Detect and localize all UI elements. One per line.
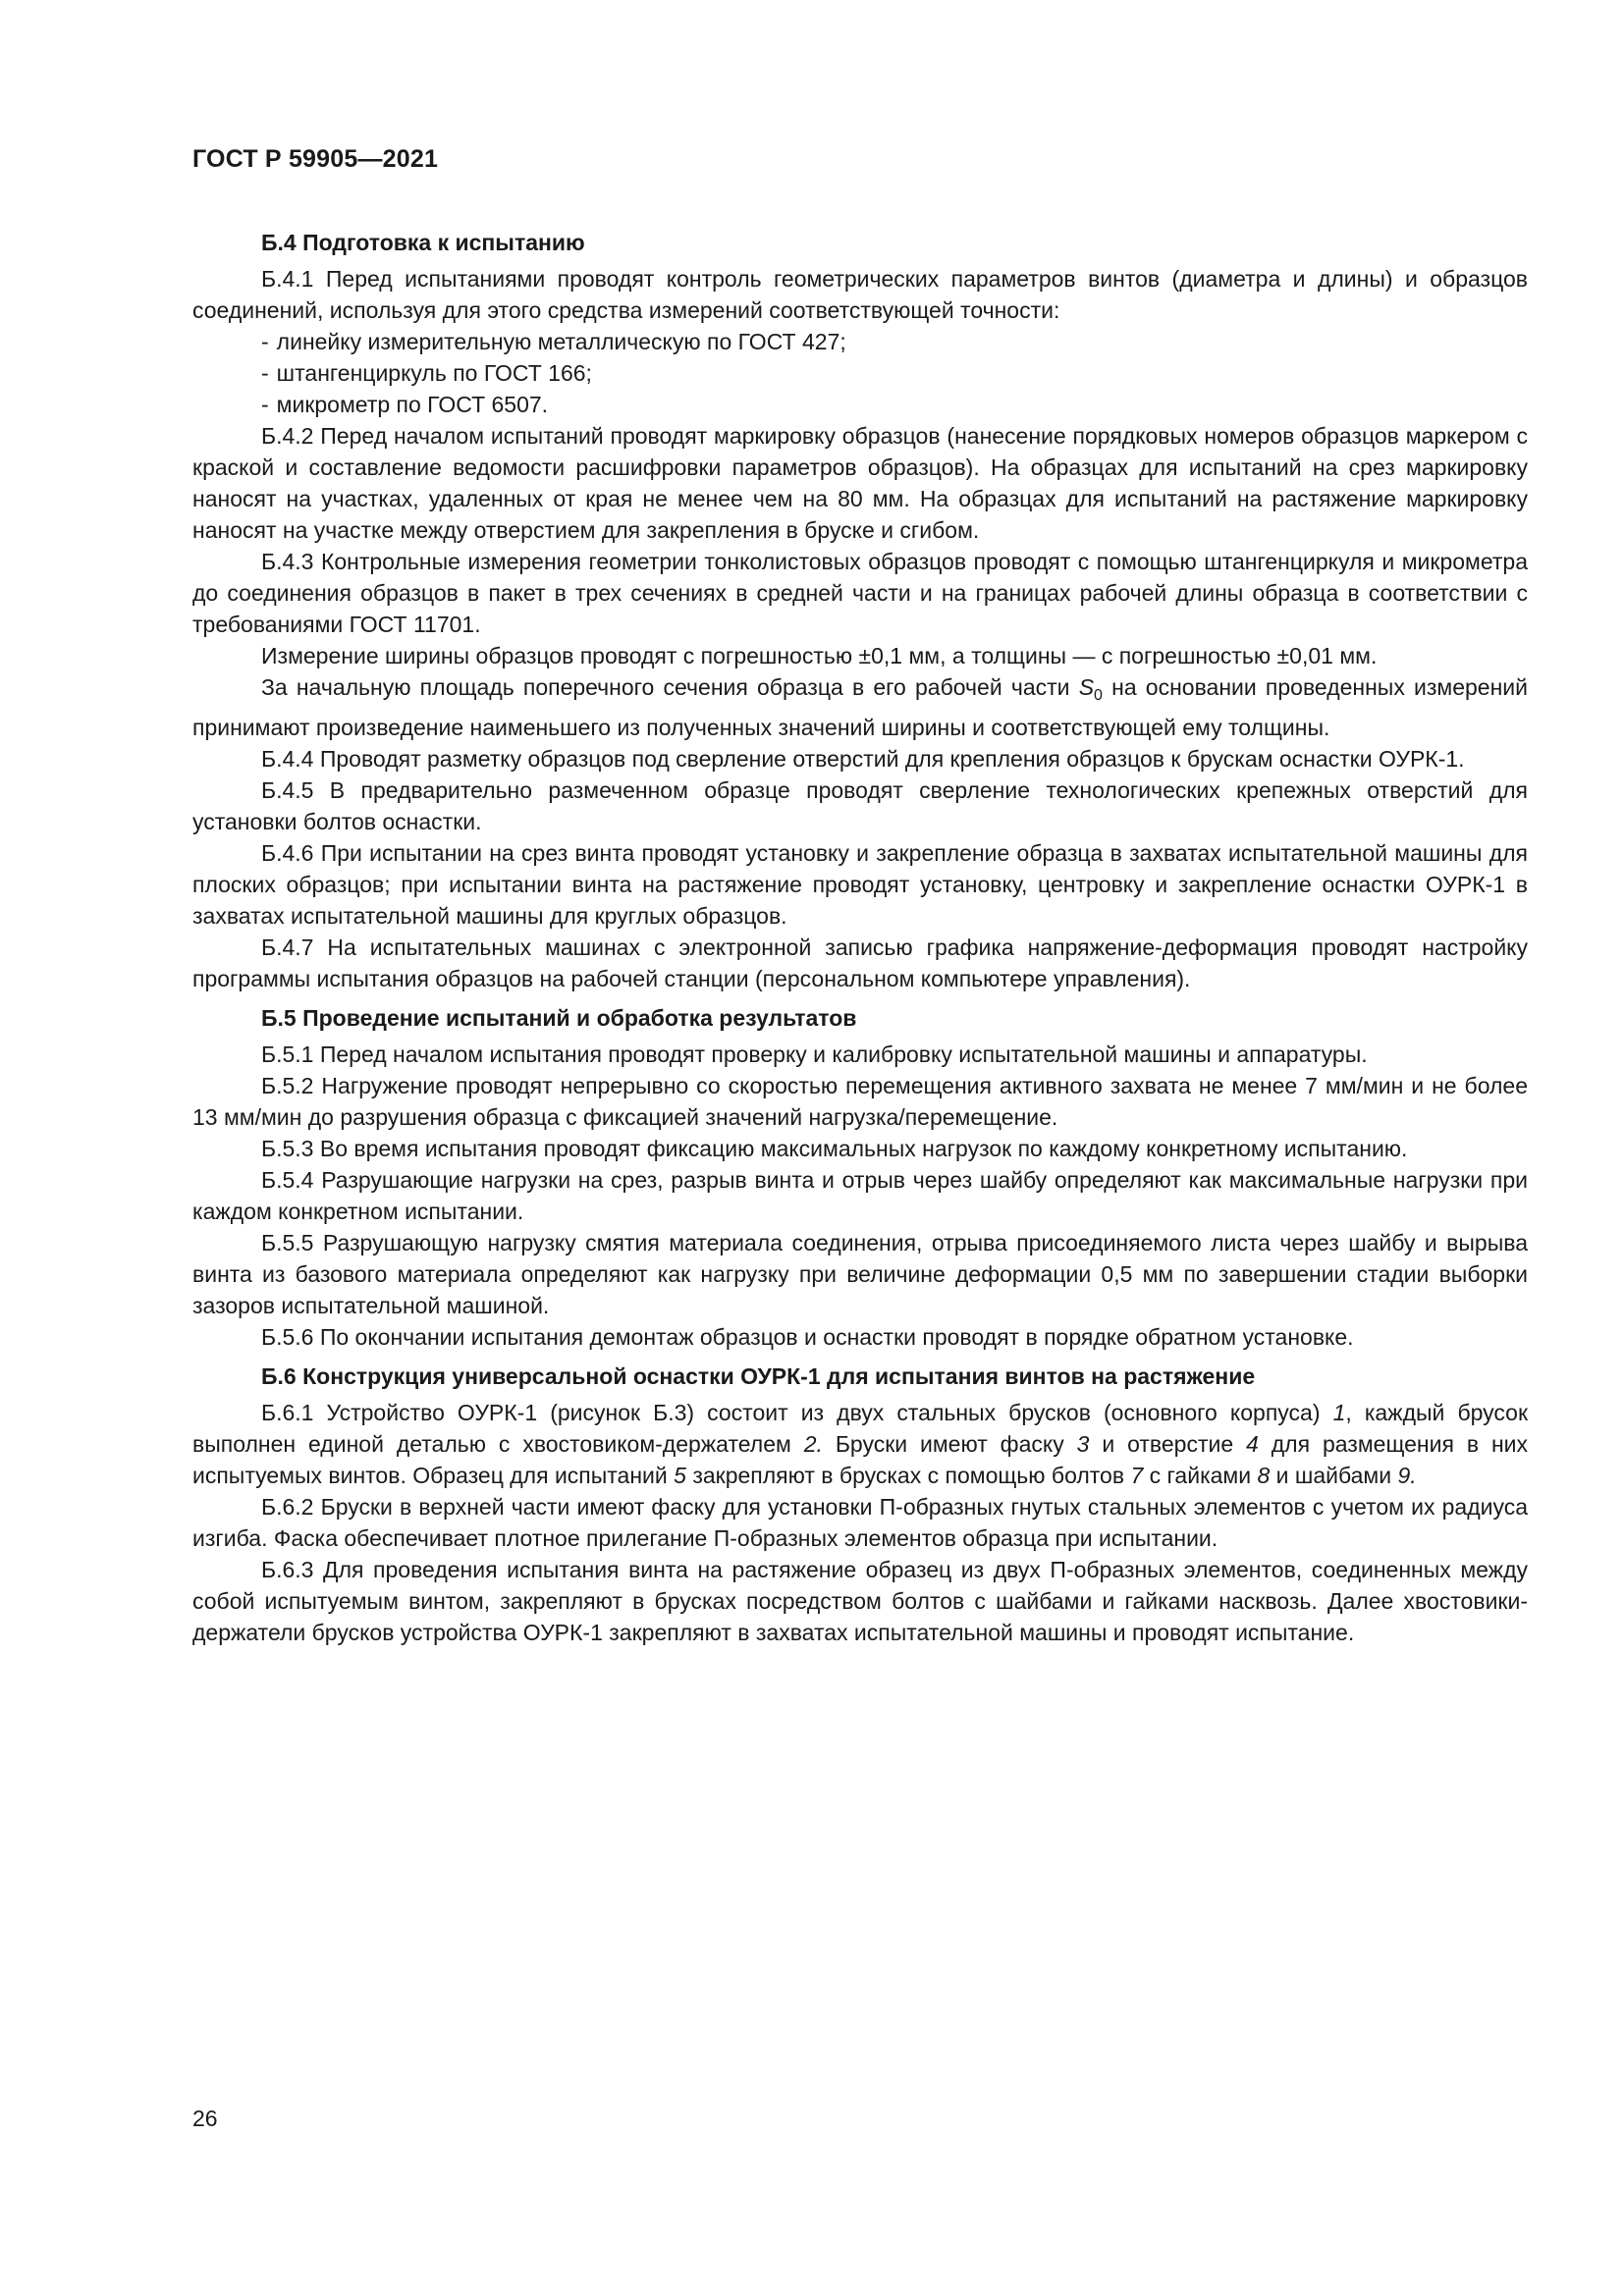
- text-run: , каждый брусок выполнен единой деталью с хвостовиком-держателем: [192, 1400, 1529, 1457]
- section-heading: Б.4 Подготовка к испытанию: [261, 230, 585, 255]
- reference-number: 8: [1257, 1463, 1271, 1488]
- section-b5: [192, 1002, 1528, 1353]
- paragraph-b6-1: [192, 1397, 1528, 1491]
- section-b4: [192, 227, 1528, 994]
- symbol-s: S: [1078, 674, 1095, 700]
- paragraph-b5-5: Б.5.5 Разрушающую нагрузку смятия материала соединения, отрыва присоединяемого листа через шайбу и вырыва винта из базового материала определяют как нагрузку при величине деформации 0,5 мм по завершении стадии выборки зазоров испытательной машиной.: [192, 1230, 1528, 1318]
- reference-number: 7: [1130, 1463, 1144, 1488]
- paragraph-b4-5: Б.4.5 В предварительно размеченном образце проводят сверление технологических крепежных отверстий для установки болтов оснастки.: [192, 777, 1528, 834]
- reference-number: 9.: [1397, 1463, 1417, 1488]
- reference-number: 3: [1076, 1431, 1090, 1457]
- paragraph-b4-3-measurement: Измерение ширины образцов проводят с погрешностью ±0,1 мм, а толщины — с погрешностью ±0,01 мм.: [261, 643, 1378, 668]
- section-b6: [192, 1361, 1528, 1648]
- text-run: и шайбами: [1270, 1463, 1398, 1488]
- paragraph-b6-2: Б.6.2 Бруски в верхней части имеют фаску для установки П-образных гнутых стальных элементов с учетом их радиуса изгиба. Фаска обеспечивает плотное прилегание П-образных элементов образца при испытании.: [192, 1494, 1528, 1551]
- section-heading: Б.5 Проведение испытаний и обработка результатов: [261, 1005, 857, 1031]
- text-run: с гайками: [1143, 1463, 1258, 1488]
- text-run: Бруски имеют фаску: [822, 1431, 1077, 1457]
- paragraph-b4-6: Б.4.6 При испытании на срез винта проводят установку и закрепление образца в захватах испытательной машины для плоских образцов; при испытании винта на растяжение проводят установку, центровку и закрепление оснастки ОУРК-1 в захватах испытательной машины для круглых образцов.: [192, 840, 1528, 929]
- paragraph-b4-7: Б.4.7 На испытательных машинах с электронной записью графика напряжение-деформация проводят настройку программы испытания образцов на рабочей станции (персональном компьютере управления).: [192, 934, 1528, 991]
- text-run: Б.6.1 Устройство ОУРК-1 (рисунок Б.3) состоит из двух стальных брусков (основного корпуса): [261, 1400, 1333, 1425]
- reference-number: 1: [1332, 1400, 1346, 1425]
- list-item: - микрометр по ГОСТ 6507.: [261, 392, 549, 417]
- reference-number: 4: [1246, 1431, 1259, 1457]
- list-item-text: микрометр по ГОСТ 6507.: [276, 392, 549, 417]
- page-number: 26: [192, 2106, 218, 2131]
- paragraph-b4-3-area: [192, 671, 1528, 743]
- document-page: [192, 145, 1528, 1656]
- symbol-subscript: 0: [1094, 687, 1103, 704]
- paragraph-b5-2: Б.5.2 Нагружение проводят непрерывно со скоростью перемещения активного захвата не менее 7 мм/мин и не более 13 мм/мин до разрушения образца с фиксацией значений нагрузка/перемещение.: [192, 1073, 1528, 1130]
- paragraph-b6-3: Б.6.3 Для проведения испытания винта на растяжение образец из двух П-образных элементов, соединенных между собой испытуемым винтом, закрепляют в брусках посредством болтов с шайбами и гайками насквозь. Далее хвостовики-держатели брусков устройства ОУРК-1 закрепляют в захватах испытательной машины и проводят испытание.: [192, 1557, 1528, 1645]
- text-run: на основании проведенных измерений принимают произведение наименьшего из полученных значений ширины и соответствующей ему толщины.: [192, 674, 1528, 740]
- paragraph-b5-6: Б.5.6 По окончании испытания демонтаж образцов и оснастки проводят в порядке обратном установке.: [261, 1324, 1354, 1350]
- paragraph-b4-1: Б.4.1 Перед испытаниями проводят контроль геометрических параметров винтов (диаметра и длины) и образцов соединений, используя для этого средства измерений соответствующей точности:: [192, 266, 1528, 323]
- document-header: ГОСТ Р 59905—2021: [192, 145, 439, 173]
- paragraph-b4-4: Б.4.4 Проводят разметку образцов под сверление отверстий для крепления образцов к брускам оснастки ОУРК-1.: [261, 746, 1465, 772]
- text-run: За начальную площадь поперечного сечения образца в его рабочей части: [261, 674, 1079, 700]
- paragraph-b5-4: Б.5.4 Разрушающие нагрузки на срез, разрыв винта и отрыв через шайбу определяют как максимальные нагрузки при каждом конкретном испытании.: [192, 1167, 1528, 1224]
- text-run: и отверстие: [1089, 1431, 1247, 1457]
- section-heading: Б.6 Конструкция универсальной оснастки ОУРК-1 для испытания винтов на растяжение: [261, 1363, 1256, 1389]
- reference-number: 2.: [803, 1431, 823, 1457]
- paragraph-b4-2: Б.4.2 Перед началом испытаний проводят маркировку образцов (нанесение порядковых номеров образцов маркером с краской и составление ведомости расшифровки параметров образцов). На образцах для испытаний на срез маркировку наносят на участках, удаленных от края не менее чем на 80 мм. На образцах для испытаний на растяжение маркировку наносят на участке между отверстием для закрепления в бруске и сгибом.: [192, 423, 1528, 543]
- text-run: для размещения в них испытуемых винтов. Образец для испытаний: [192, 1431, 1528, 1488]
- paragraph-b5-1: Б.5.1 Перед началом испытания проводят проверку и калибровку испытательной машины и аппаратуры.: [261, 1041, 1368, 1067]
- list-item-text: линейку измерительную металлическую по ГОСТ 427;: [276, 329, 846, 354]
- list-item: - штангенциркуль по ГОСТ 166;: [261, 360, 592, 386]
- list-item: - линейку измерительную металлическую по ГОСТ 427;: [261, 329, 846, 354]
- text-run: закрепляют в брусках с помощью болтов: [685, 1463, 1131, 1488]
- paragraph-b4-3: Б.4.3 Контрольные измерения геометрии тонколистовых образцов проводят с помощью штангенциркуля и микрометра до соединения образцов в пакет в трех сечениях в средней части и на границах рабочей длины образца в соответствии с требованиями ГОСТ 11701.: [192, 549, 1528, 637]
- list-item-text: штангенциркуль по ГОСТ 166;: [276, 360, 592, 386]
- paragraph-b5-3: Б.5.3 Во время испытания проводят фиксацию максимальных нагрузок по каждому конкретному испытанию.: [261, 1136, 1408, 1161]
- reference-number: 5: [674, 1463, 686, 1488]
